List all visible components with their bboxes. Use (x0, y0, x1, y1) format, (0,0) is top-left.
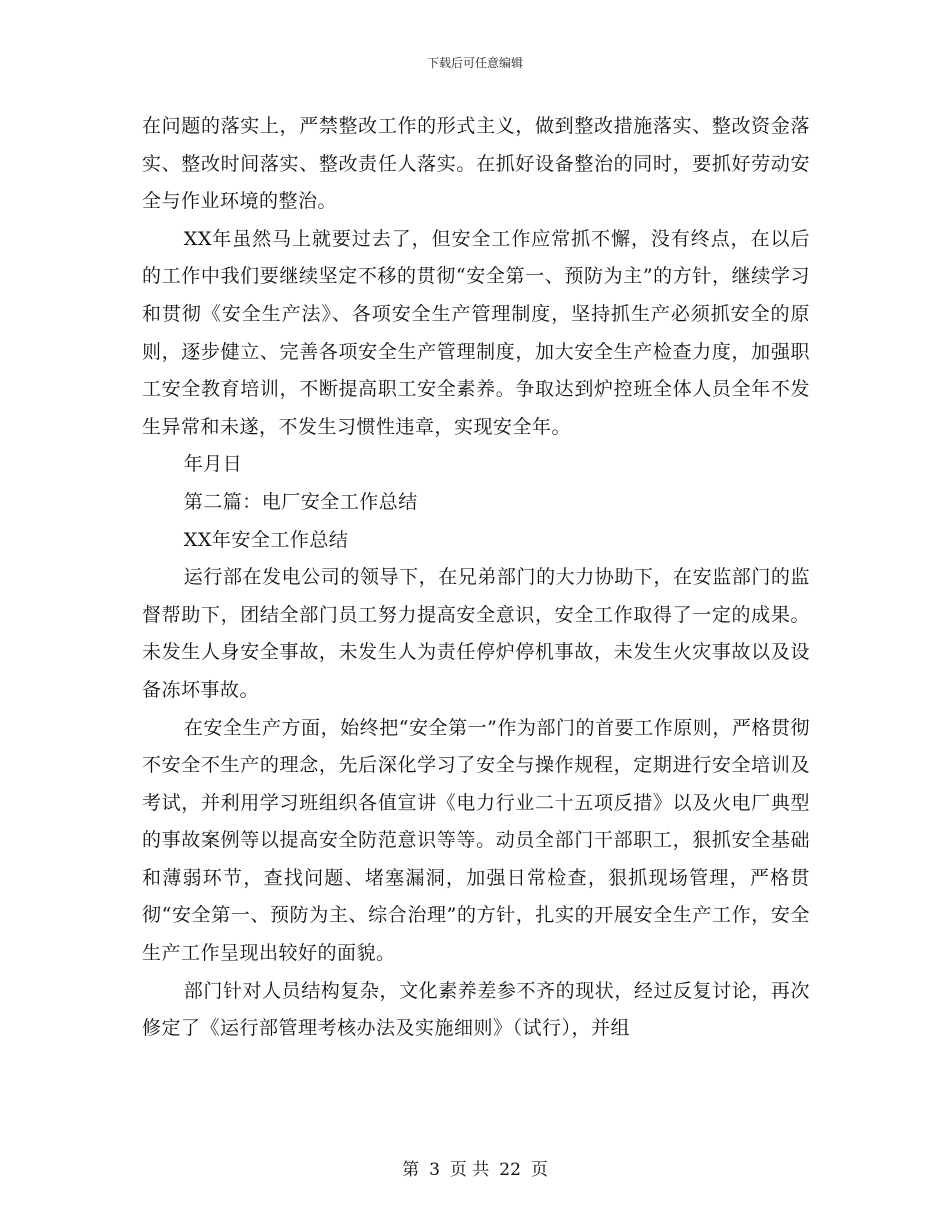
paragraph-2: XX年虽然马上就要过去了，但安全工作应常抓不懈，没有终点，在以后的工作中我们要继续坚定不移的贯彻“安全第一、预防为主”的方针，继续学习和贯彻《安全生产法》、各项安全生产管理制度，坚持抓生产必须抓安全的原则，逐步健立、完善各项安全生产管理制度，加大安全生产检查力度，加强职工安全教育培训，不断提高职工安全素养。争取达到炉控班全体人员全年不发生异常和未遂，不发生习惯性违章，实现安全年。 (142, 227, 810, 438)
section-heading: 第二篇：电厂安全工作总结 (183, 490, 418, 513)
paragraph-1: 在问题的落实上，严禁整改工作的形式主义，做到整改措施落实、整改资金落实、整改时间落实、整改责任人落实。在抓好设备整治的同时，要抓好劳动安全与作业环境的整治。 (142, 115, 810, 213)
footer-middle: 页 共 (449, 1160, 490, 1180)
document-body (142, 108, 810, 1048)
paragraph-5: 部门针对人员结构复杂，文化素养差参不齐的现状，经过反复讨论，再次修定了《运行部管理考核办法及实施细则》（试行），并组 (142, 979, 810, 1040)
paragraph-4: 在安全生产方面，始终把“安全第一”作为部门的首要工作原则，严格贯彻不安全不生产的理念，先后深化学习了安全与操作规程，定期进行安全培训及考试，并利用学习班组织各值宣讲《电力行业二十五项反措》以及火电厂典型的事故案例等以提高安全防范意识等等。动员全部门干部职工，狠抓安全基础和薄弱环节，查找问题、堵塞漏洞，加强日常检查，狠抓现场管理，严格贯彻“安全第一、预防为主、综合治理”的方针，扎实的开展安全生产工作，安全生产工作呈现出较好的面貌。 (142, 716, 810, 965)
footer-suffix: 页 (530, 1160, 548, 1180)
footer-total-pages: 22 (499, 1160, 521, 1180)
header-note: 下载后可任意编辑 (426, 56, 523, 70)
paragraph-3: 运行部在发电公司的领导下，在兄弟部门的大力协助下，在安监部门的监督帮助下，团结全部门员工努力提高安全意识，安全工作取得了一定的成果。未发生人身安全事故，未发生人为责任停炉停机事故，未发生火灾事故以及设备冻坏事故。 (142, 566, 810, 701)
footer-prefix: 第 (402, 1160, 420, 1180)
page-number-footer (0, 1155, 950, 1180)
footer-page-number: 3 (429, 1160, 440, 1180)
section-subtitle: XX年安全工作总结 (183, 528, 349, 551)
paragraph-date: 年月日 (183, 453, 243, 476)
